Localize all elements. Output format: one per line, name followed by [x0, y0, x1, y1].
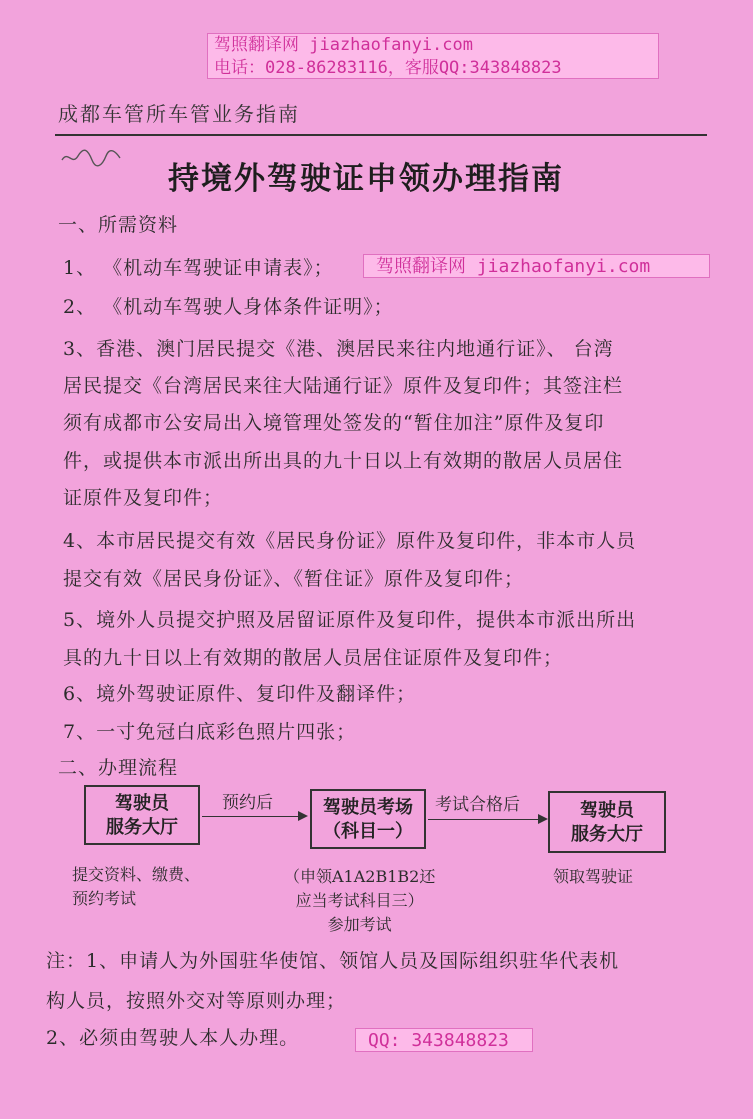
requirement-line: 2、 《机动车驾驶人身体条件证明》；: [63, 296, 394, 318]
flow-arrow-label: 预约后: [222, 793, 273, 813]
requirement-line: 件，或提供本市派出所出具的九十日以上有效期的散居人员居住: [63, 450, 624, 472]
document-header: 成都车管所车管业务指南: [58, 102, 300, 126]
note-line: 2、必须由驾驶人本人办理。: [46, 1027, 300, 1049]
requirement-line: 须有成都市公安局出入境管理处签发的“暂住加注”原件及复印: [63, 412, 605, 434]
section2-heading: 二、办理流程: [58, 757, 179, 779]
section1-heading: 一、所需资料: [58, 214, 179, 236]
watermark-top: [207, 33, 659, 79]
flow-note-step1: 提交资料、缴费、 预约考试: [72, 865, 201, 908]
requirement-line: 证原件及复印件；: [63, 487, 224, 509]
requirement-line: 5、境外人员提交护照及居留证原件及复印件，提供本市派出所出: [63, 609, 637, 631]
requirement-line: 提交有效《居民身份证》、《暂住证》原件及复印件；: [63, 568, 525, 590]
requirement-line: 3、香港、澳门居民提交《港、澳居民来往内地通行证》、 台湾: [63, 338, 614, 360]
flow-step-exam-site: 驾驶员考场 （科目一）: [310, 789, 426, 849]
flow-arrow: [202, 816, 306, 817]
flow-arrow: [428, 819, 546, 820]
watermark-bottom: QQ: 343848823: [355, 1028, 533, 1052]
squiggle-mark-icon: [60, 146, 122, 168]
requirement-line: 具的九十日以上有效期的散居人员居住证原件及复印件；: [63, 647, 564, 669]
flow-step-service-hall-final: 驾驶员 服务大厅: [548, 791, 666, 853]
header-rule: [55, 134, 707, 136]
requirement-line: 7、一寸免冠白底彩色照片四张；: [63, 721, 357, 743]
requirement-line: 6、境外驾驶证原件、复印件及翻译件；: [63, 683, 417, 705]
flow-step-service-hall: 驾驶员 服务大厅: [84, 785, 200, 845]
flow-arrow-label: 考试合格后: [435, 795, 520, 815]
note-line: 构人员，按照外交对等原则办理；: [46, 990, 347, 1012]
requirement-line: 1、 《机动车驾驶证申请表》；: [63, 257, 334, 279]
watermark-contact: 电话：028-86283116，客服QQ:343848823: [214, 58, 562, 78]
flow-note-step2: （申领A1A2B1B2还 应当考试科目三） 参加考试: [284, 867, 436, 934]
requirement-line: 居民提交《台湾居民来往大陆通行证》原件及复印件；其签注栏: [63, 375, 624, 397]
watermark-middle: 驾照翻译网 jiazhaofanyi.com: [363, 254, 710, 278]
note-line: 注：1、申请人为外国驻华使馆、领馆人员及国际组织驻华代表机: [46, 950, 620, 972]
flow-note-step3: 领取驾驶证: [553, 867, 634, 886]
requirement-line: 4、本市居民提交有效《居民身份证》原件及复印件，非本市人员: [63, 530, 637, 552]
watermark-site: 驾照翻译网 jiazhaofanyi.com: [214, 35, 473, 55]
page-title: 持境外驾驶证申领办理指南: [168, 161, 564, 197]
